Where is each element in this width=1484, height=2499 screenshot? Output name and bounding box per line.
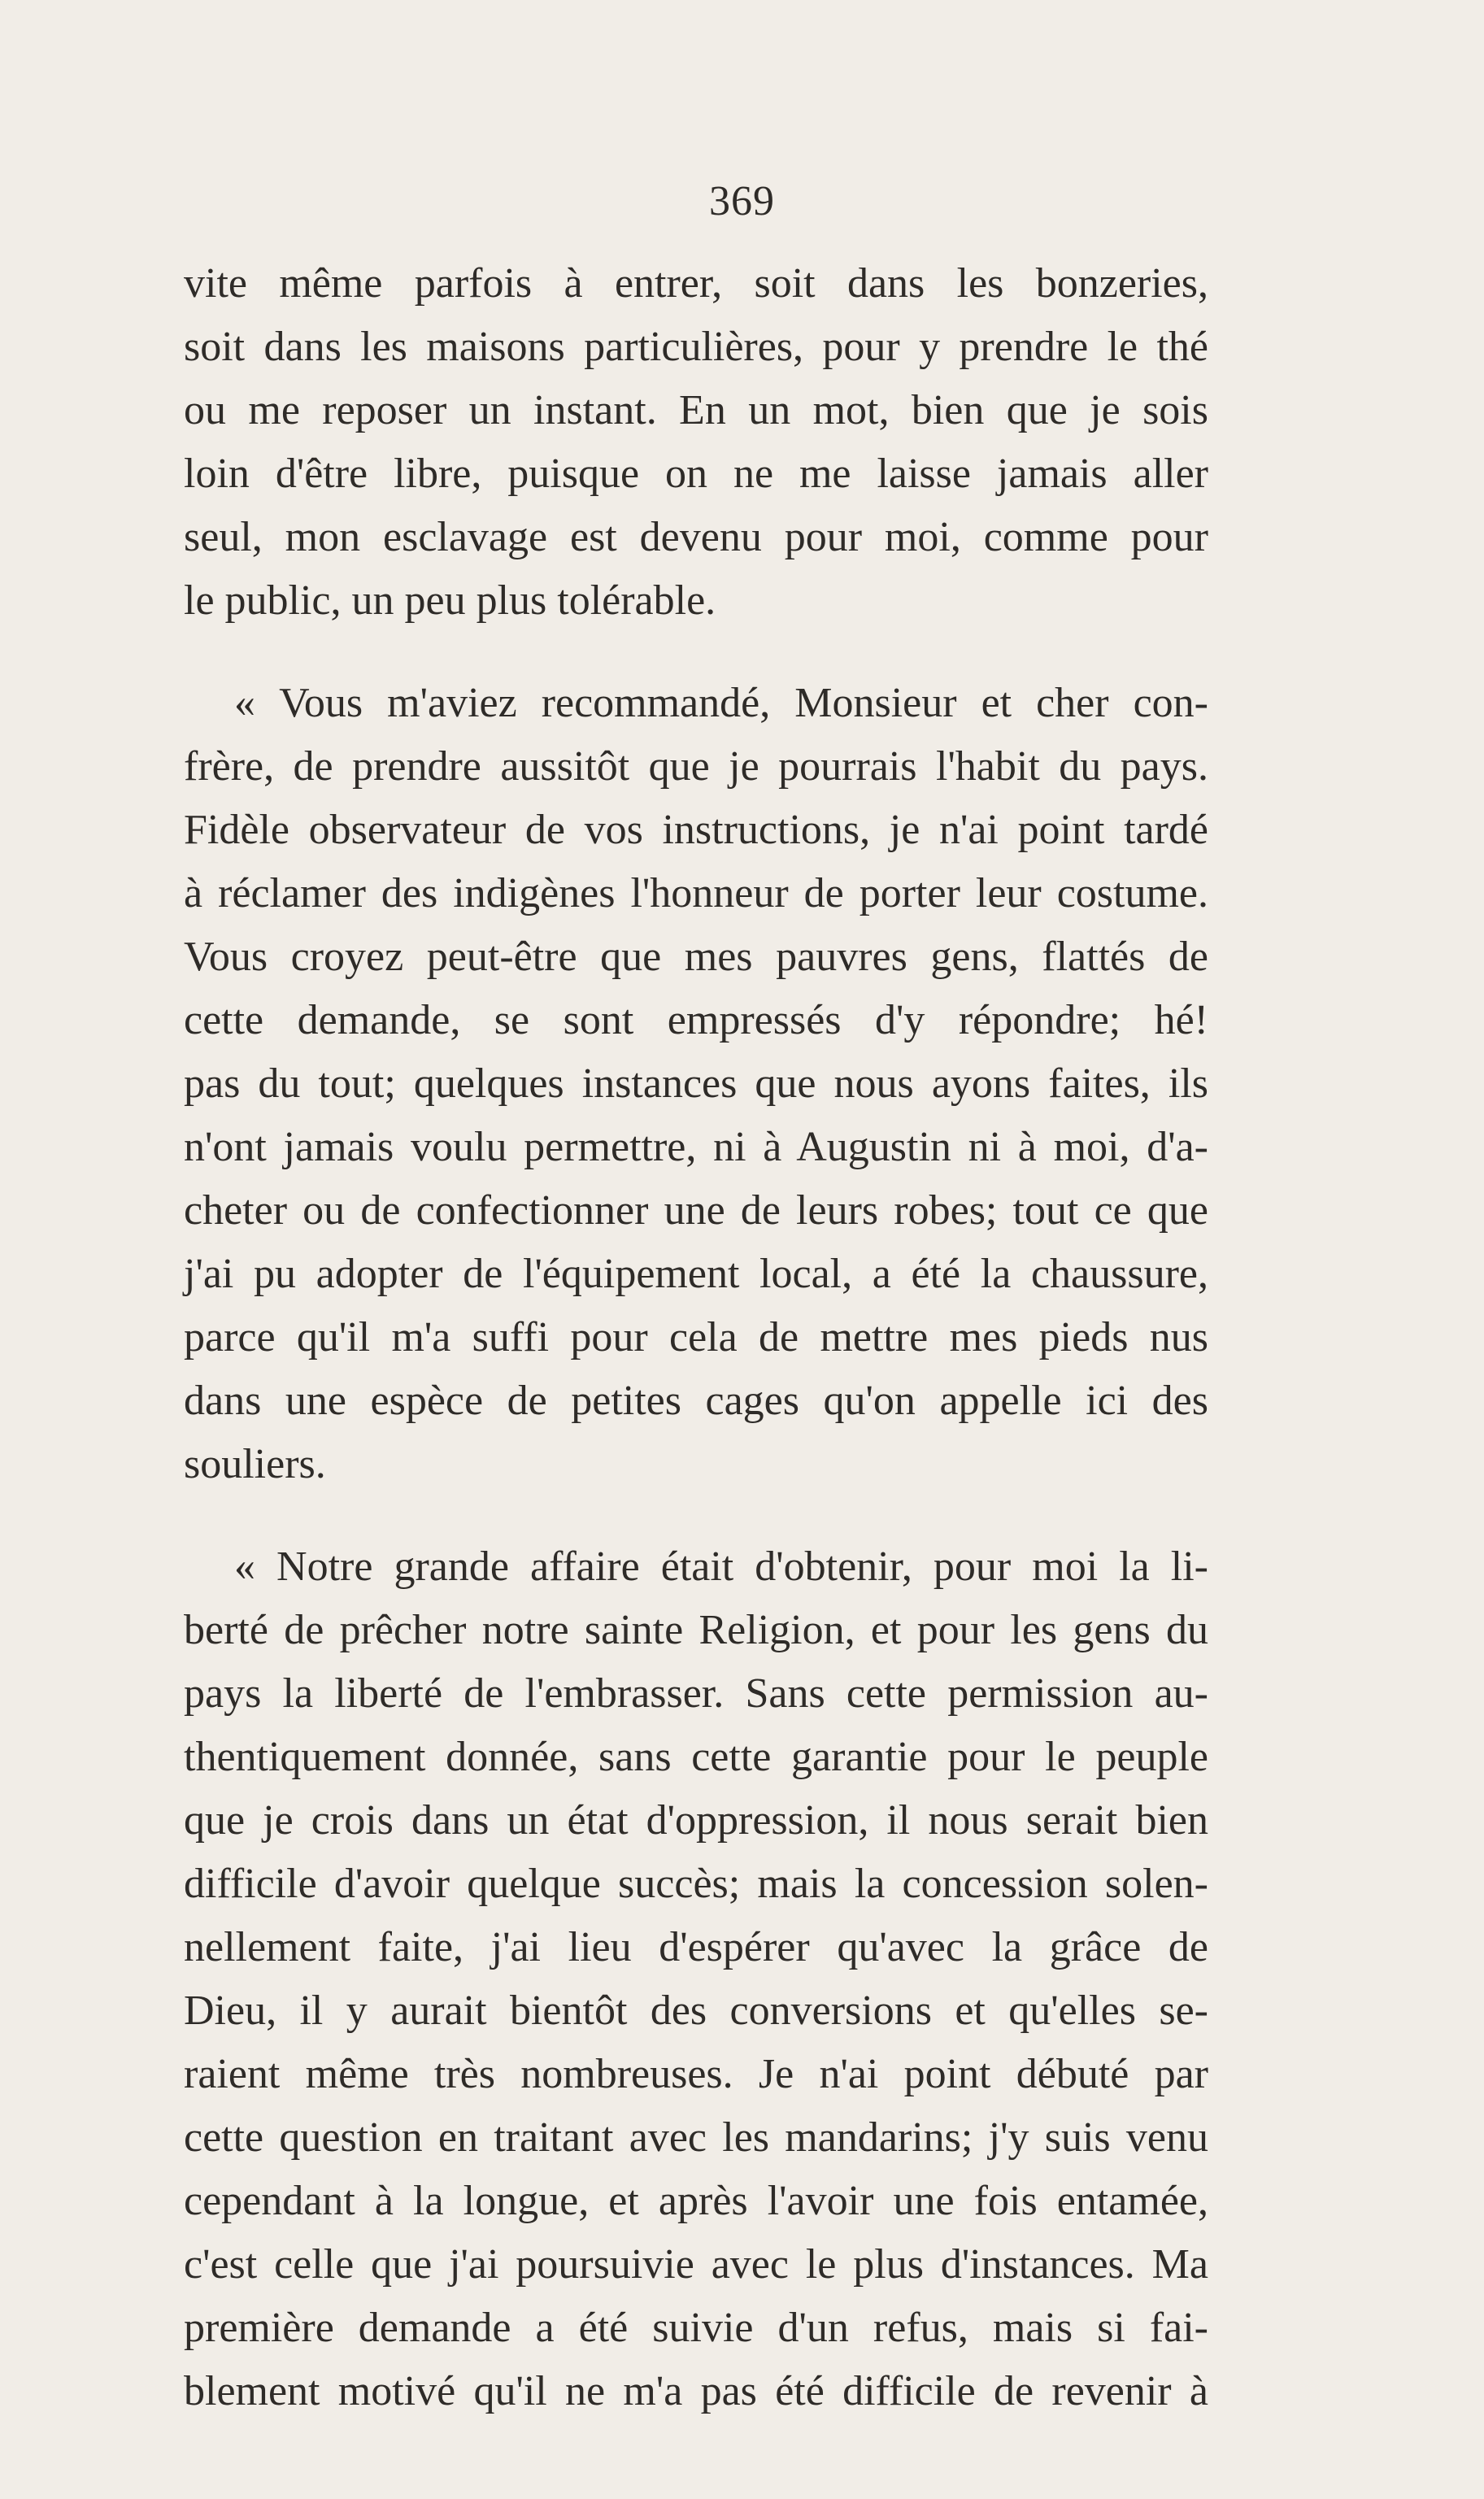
text-line: souliers. (184, 1441, 326, 1487)
text-line: « Notre grande affaire était d'obtenir, pour moi la li- (234, 1543, 1208, 1590)
text-line: c'est celle que j'ai poursuivie avec le plus d'instances. Ma (184, 2241, 1208, 2288)
text-line: pas du tout; quelques instances que nous ayons faites, ils (184, 1060, 1208, 1107)
text-line: cheter ou de confectionner une de leurs robes; tout ce que (184, 1187, 1208, 1234)
text-line: j'ai pu adopter de l'équipement local, a été la chaussure, (184, 1251, 1208, 1297)
paragraph (184, 672, 1208, 1496)
text-line: nellement faite, j'ai lieu d'espérer qu'avec la grâce de (184, 1924, 1208, 1970)
text-line: pays la liberté de l'embrasser. Sans cette permission au- (184, 1670, 1208, 1717)
text-line: raient même très nombreuses. Je n'ai point débuté par (184, 2051, 1208, 2097)
text-line: loin d'être libre, puisque on ne me laisse jamais aller (184, 451, 1208, 497)
body-text (184, 252, 1208, 2423)
paragraph (184, 252, 1208, 633)
text-line: frère, de prendre aussitôt que je pourrais l'habit du pays. (184, 743, 1208, 790)
text-line: thentiquement donnée, sans cette garantie pour le peuple (184, 1734, 1208, 1780)
text-line: à réclamer des indigènes l'honneur de porter leur costume. (184, 870, 1208, 916)
text-line: cette demande, se sont empressés d'y répondre; hé! (184, 997, 1208, 1043)
text-line: Fidèle observateur de vos instructions, je n'ai point tardé (184, 807, 1208, 853)
text-line: que je crois dans un état d'oppression, il nous serait bien (184, 1797, 1208, 1844)
text-line: Dieu, il y aurait bientôt des conversions et qu'elles se- (184, 1987, 1208, 2034)
text-line: Vous croyez peut-être que mes pauvres gens, flattés de (184, 934, 1208, 980)
text-line: vite même parfois à entrer, soit dans les bonzeries, (184, 260, 1208, 307)
text-line: soit dans les maisons particulières, pour y prendre le thé (184, 324, 1208, 370)
paragraph (184, 1535, 1208, 2423)
text-line: le public, un peu plus tolérable. (184, 577, 716, 624)
text-line: dans une espèce de petites cages qu'on appelle ici des (184, 1378, 1208, 1424)
text-line: n'ont jamais voulu permettre, ni à Augustin ni à moi, d'a- (184, 1124, 1208, 1170)
text-line: « Vous m'aviez recommandé, Monsieur et cher con- (234, 680, 1208, 726)
text-line: difficile d'avoir quelque succès; mais la concession solen- (184, 1861, 1208, 1907)
text-line: ou me reposer un instant. En un mot, bien que je sois (184, 387, 1208, 433)
text-line: parce qu'il m'a suffi pour cela de mettre mes pieds nus (184, 1314, 1208, 1361)
page-number: 369 (709, 178, 775, 224)
text-line: seul, mon esclavage est devenu pour moi, comme pour (184, 514, 1208, 560)
text-line: blement motivé qu'il ne m'a pas été difficile de revenir à (184, 2368, 1208, 2414)
text-line: cette question en traitant avec les mandarins; j'y suis venu (184, 2114, 1208, 2161)
text-line: cependant à la longue, et après l'avoir une fois entamée, (184, 2178, 1208, 2224)
text-line: berté de prêcher notre sainte Religion, et pour les gens du (184, 1607, 1208, 1653)
text-line: première demande a été suivie d'un refus, mais si fai- (184, 2305, 1208, 2351)
